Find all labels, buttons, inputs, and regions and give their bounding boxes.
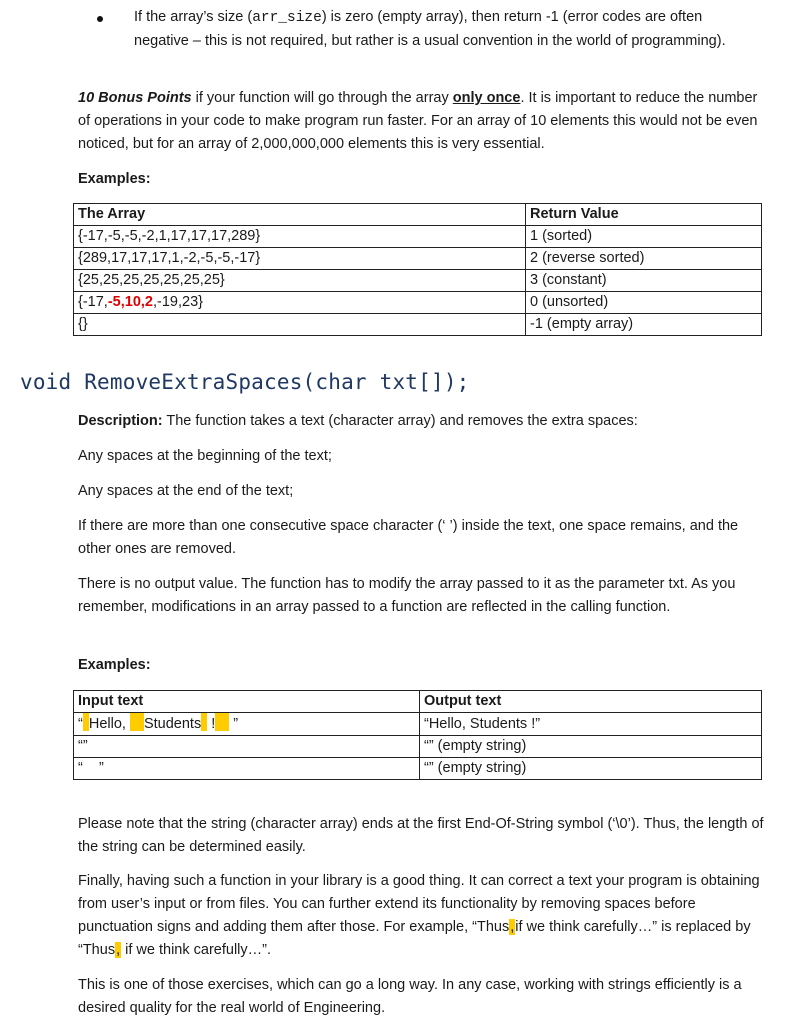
function-signature: void RemoveExtraSpaces(char txt[]); bbox=[20, 370, 470, 394]
closing-paragraph: This is one of those exercises, which can go a long way. In any case, working with strings efficiently is a desired quality for the real world of Engineering. bbox=[78, 977, 742, 1016]
bonus-paragraph: 10 Bonus Points if your function will go through the array only once. It is important to reduce the number of operations in your code to make program run faster. For an array of 10 elements this would not be even noticed, but for an array of 2,000,000,000 elements this is very essential. bbox=[78, 90, 758, 152]
table-row bbox=[74, 270, 762, 292]
header-input-text: Input text bbox=[74, 691, 420, 713]
output-cell: “” (empty string) bbox=[420, 736, 762, 758]
return-cell: 2 (reverse sorted) bbox=[526, 248, 762, 270]
space-highlight bbox=[130, 713, 144, 731]
input-cell: “ ” bbox=[74, 758, 420, 780]
header-output-text: Output text bbox=[420, 691, 762, 713]
space-highlight bbox=[201, 713, 207, 731]
return-cell: 1 (sorted) bbox=[526, 226, 762, 248]
rule-trailing-spaces: Any spaces at the end of the text; bbox=[78, 483, 294, 499]
array-cell: {-17,-5,-5,-2,1,17,17,17,289} bbox=[74, 226, 526, 248]
table-row bbox=[74, 292, 762, 314]
return-cell: 0 (unsorted) bbox=[526, 292, 762, 314]
input-cell: “ Hello, Students ! ” bbox=[74, 713, 420, 736]
header-return-value: Return Value bbox=[526, 204, 762, 226]
end-of-string-note: Please note that the string (character array) ends at the first End-Of-String symbol (‘\0’). Thus, the length of the string can be determined easily. bbox=[78, 816, 764, 855]
input-cell: “” bbox=[74, 736, 420, 758]
examples-table-1 bbox=[73, 203, 762, 336]
unsorted-highlight: -5,10,2 bbox=[107, 294, 153, 310]
array-cell: {} bbox=[74, 314, 526, 336]
examples-heading-2: Examples: bbox=[78, 657, 151, 673]
bullet-text: If the array’s size (arr_size) is zero (empty array), then return -1 (error codes are often negative – this is not required, but rather is a usual convention in the world of programming). bbox=[134, 9, 726, 49]
output-cell: “Hello, Students !” bbox=[420, 713, 762, 736]
bullet-icon bbox=[97, 16, 103, 22]
return-cell: 3 (constant) bbox=[526, 270, 762, 292]
table-header-row bbox=[74, 204, 762, 226]
table-header-row bbox=[74, 691, 762, 713]
arr-size-code: arr_size bbox=[252, 10, 322, 26]
only-once-emphasis: only once bbox=[452, 90, 521, 106]
table-row bbox=[74, 758, 762, 780]
table-row bbox=[74, 736, 762, 758]
description-label: Description: bbox=[78, 413, 163, 429]
array-cell: {289,17,17,17,1,-2,-5,-5,-17} bbox=[74, 248, 526, 270]
rule-consecutive-spaces: If there are more than one consecutive space character (‘ ’) inside the text, one space remains, and the other ones are removed. bbox=[78, 518, 739, 557]
comma-highlight: , bbox=[510, 919, 515, 935]
comma-highlight: , bbox=[116, 942, 121, 958]
return-cell: -1 (empty array) bbox=[526, 314, 762, 336]
table-row bbox=[74, 314, 762, 336]
description-paragraph: Description: The function takes a text (character array) and removes the extra spaces: bbox=[78, 413, 638, 429]
table-row bbox=[74, 248, 762, 270]
rule-leading-spaces: Any spaces at the beginning of the text; bbox=[78, 448, 332, 464]
bonus-points-label: 10 Bonus Points bbox=[78, 90, 192, 106]
output-cell: “” (empty string) bbox=[420, 758, 762, 780]
array-cell: {-17,-5,10,2,-19,23} bbox=[74, 292, 526, 314]
header-the-array: The Array bbox=[74, 204, 526, 226]
examples-heading-1: Examples: bbox=[78, 171, 151, 187]
final-paragraph: Finally, having such a function in your library is a good thing. It can correct a text your program is obtaining from user’s input or from files. You can further extend its functionality by removing spaces before punctuation signs and adding them after those. For example, “Thus,if we think carefully…” is replaced by “Thus, if we think carefully…”. bbox=[78, 873, 760, 958]
table-row bbox=[74, 713, 762, 736]
array-cell: {25,25,25,25,25,25,25} bbox=[74, 270, 526, 292]
space-highlight bbox=[215, 713, 229, 731]
table-row bbox=[74, 226, 762, 248]
examples-table-2 bbox=[73, 690, 762, 780]
output-note: There is no output value. The function has to modify the array passed to it as the parameter txt. As you remember, modifications in an array passed to a function are reflected in the calling function. bbox=[78, 576, 736, 615]
